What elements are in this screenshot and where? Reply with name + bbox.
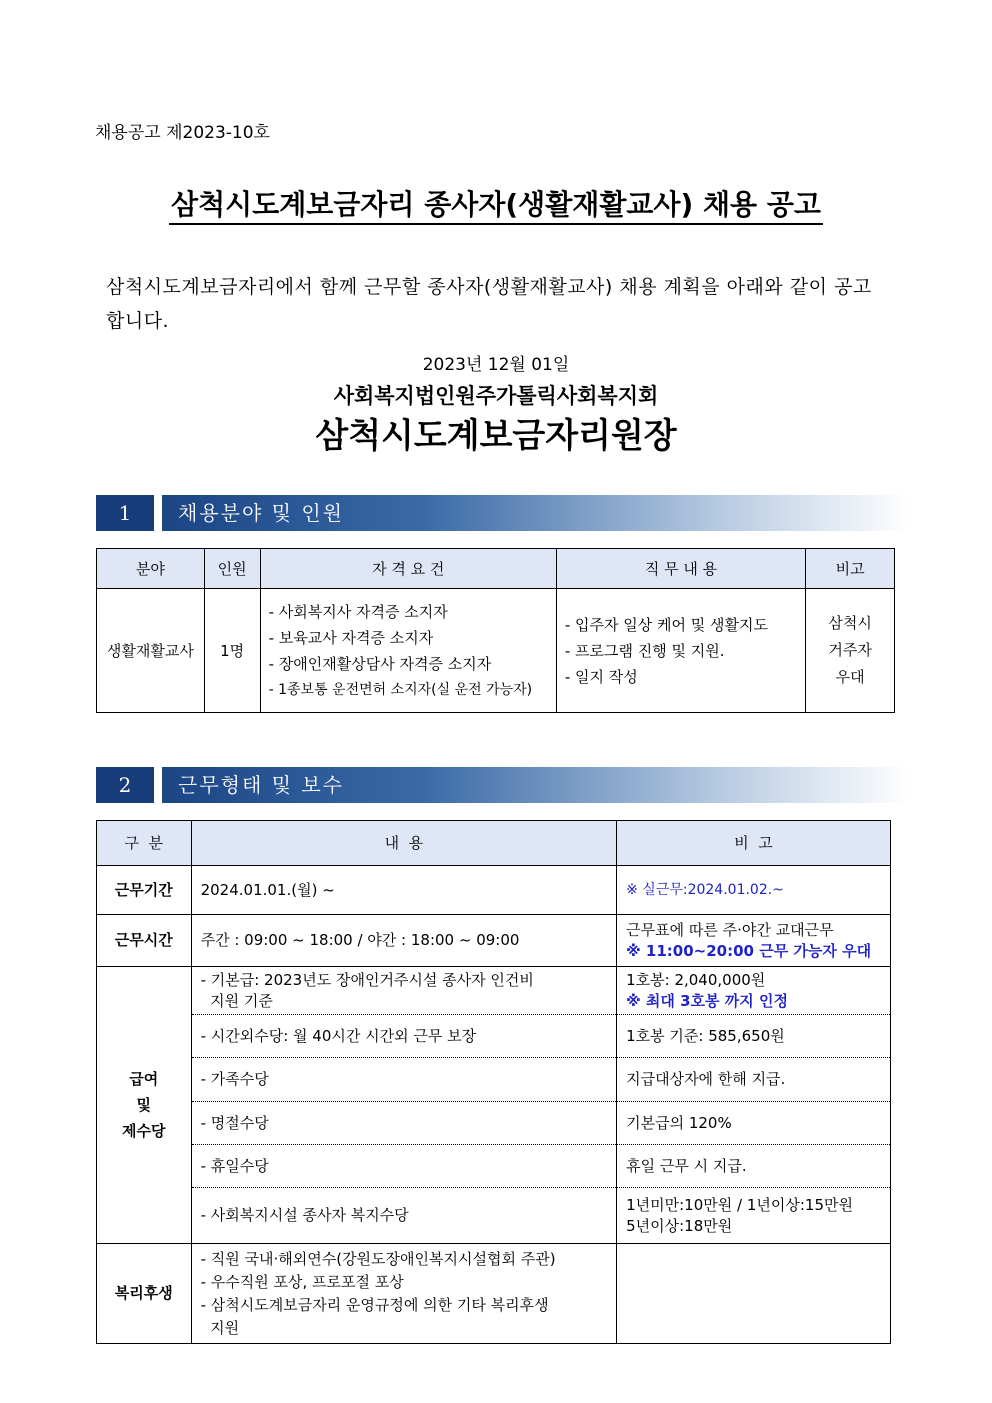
pay-holiday-work-note: 휴일 근무 시 지급.: [617, 1145, 891, 1188]
document-title: [0, 183, 992, 223]
col-field: 분야: [97, 549, 205, 589]
pay-label-line: 제수당: [122, 1122, 166, 1140]
pay-label-line: 및: [136, 1096, 152, 1114]
qualification-item: - 1종보통 운전면허 소지자(실 운전 가능자): [268, 681, 533, 698]
hours-note-line2: ※ 11:00~20:00 근무 가능자 우대: [626, 941, 872, 960]
hours-note-line1: 근무표에 따른 주·야간 교대근무: [626, 920, 834, 939]
welfare-item: - 직원 국내·해외연수(강원도장애인복지시설협회 주관): [200, 1249, 556, 1268]
col-count: 인원: [204, 549, 260, 589]
note-line: 삼척시: [828, 614, 872, 632]
pay-welfare-allowance-note-line1: 1년미만:10만원 / 1년이상:15만원: [626, 1195, 853, 1214]
col-qualifications: 자 격 요 건: [260, 549, 556, 589]
section2-number: 2: [96, 767, 154, 803]
welfare-item: - 삼척시도계보금자리 운영규정에 의한 기타 복리후생: [200, 1295, 549, 1314]
pay-welfare-allowance-note: [617, 1188, 891, 1244]
pay-basic-note-line2: ※ 최대 3호봉 까지 인정: [626, 991, 788, 1010]
welfare-item: - 우수직원 포상, 프로포절 포상: [200, 1272, 404, 1291]
notice-date: 2023년 12월 01일: [422, 355, 570, 375]
hours-label: 근무시간: [97, 915, 192, 967]
col-content: 내 용: [191, 821, 617, 866]
notice-number: 채용공고 제2023-10호: [95, 123, 270, 143]
pay-overtime-note: 1호봉 기준: 585,650원: [617, 1015, 891, 1058]
recruitment-table: [96, 548, 895, 713]
pay-holiday-work-content: - 휴일수당: [191, 1145, 617, 1188]
qualifications-cell: [260, 589, 556, 713]
intro-paragraph: 삼척시도계보금자리에서 함께 근무할 종사자(생활재활교사) 채용 계획을 아래와 같이 공고합니다.: [106, 276, 872, 332]
pay-family-note: 지급대상자에 한해 지급.: [617, 1058, 891, 1102]
director-title: 삼척시도계보금자리원장: [315, 416, 677, 456]
organization-name: 사회복지법인원주가톨릭사회복지회: [333, 384, 659, 408]
pay-holiday-bonus-note: 기본급의 120%: [617, 1102, 891, 1145]
hours-note: [617, 915, 891, 967]
welfare-note: [617, 1244, 891, 1344]
qualification-item: - 보육교사 자격증 소지자: [268, 628, 434, 647]
pay-basic-content: - 기본급: 2023년도 장애인거주시설 종사자 인건비 지원 기준: [191, 967, 617, 1015]
pay-family-content: - 가족수당: [191, 1058, 617, 1102]
note-line: 거주자: [828, 641, 872, 659]
qualification-item: - 장애인재활상담사 자격증 소지자: [268, 654, 492, 673]
pay-holiday-bonus-content: - 명절수당: [191, 1102, 617, 1145]
pay-basic-note: [617, 967, 891, 1015]
pay-label-line: 급여: [129, 1070, 159, 1088]
pay-label: [97, 967, 192, 1244]
duty-item: - 일지 작성: [564, 667, 638, 686]
field-value: 생활재활교사: [97, 589, 205, 713]
col-note: 비고: [806, 549, 895, 589]
pay-overtime-content: - 시간외수당: 월 40시간 시간외 근무 보장: [191, 1015, 617, 1058]
qualification-item: - 사회복지사 자격증 소지자: [268, 602, 448, 621]
work-pay-table: [96, 820, 891, 1344]
period-label: 근무기간: [97, 866, 192, 915]
duty-item: - 프로그램 진행 및 지원.: [564, 641, 725, 660]
welfare-item: 지원: [200, 1318, 240, 1337]
note-line: 우대: [835, 668, 865, 686]
note-cell: [806, 589, 895, 713]
pay-welfare-allowance-note-line2: 5년이상:18만원: [626, 1216, 733, 1235]
col-duties: 직 무 내 용: [556, 549, 805, 589]
section1-title: 채용분야 및 인원: [162, 495, 910, 531]
section1-number: 1: [96, 495, 154, 531]
period-note: ※ 실근무:2024.01.02.~: [617, 866, 891, 915]
section2-title: 근무형태 및 보수: [162, 767, 910, 803]
col-remarks: 비 고: [617, 821, 891, 866]
duties-cell: [556, 589, 805, 713]
count-value: 1명: [204, 589, 260, 713]
pay-welfare-allowance-content: - 사회복지시설 종사자 복지수당: [191, 1188, 617, 1244]
col-category: 구 분: [97, 821, 192, 866]
pay-basic-note-line1: 1호봉: 2,040,000원: [626, 970, 766, 989]
period-content: 2024.01.01.(월) ~: [191, 866, 617, 915]
document-title-text: 삼척시도계보금자리 종사자(생활재활교사) 채용 공고: [169, 188, 823, 225]
welfare-content: [191, 1244, 617, 1344]
duty-item: - 입주자 일상 케어 및 생활지도: [564, 615, 768, 634]
welfare-label: 복리후생: [97, 1244, 192, 1344]
hours-content: 주간 : 09:00 ~ 18:00 / 야간 : 18:00 ~ 09:00: [191, 915, 617, 967]
